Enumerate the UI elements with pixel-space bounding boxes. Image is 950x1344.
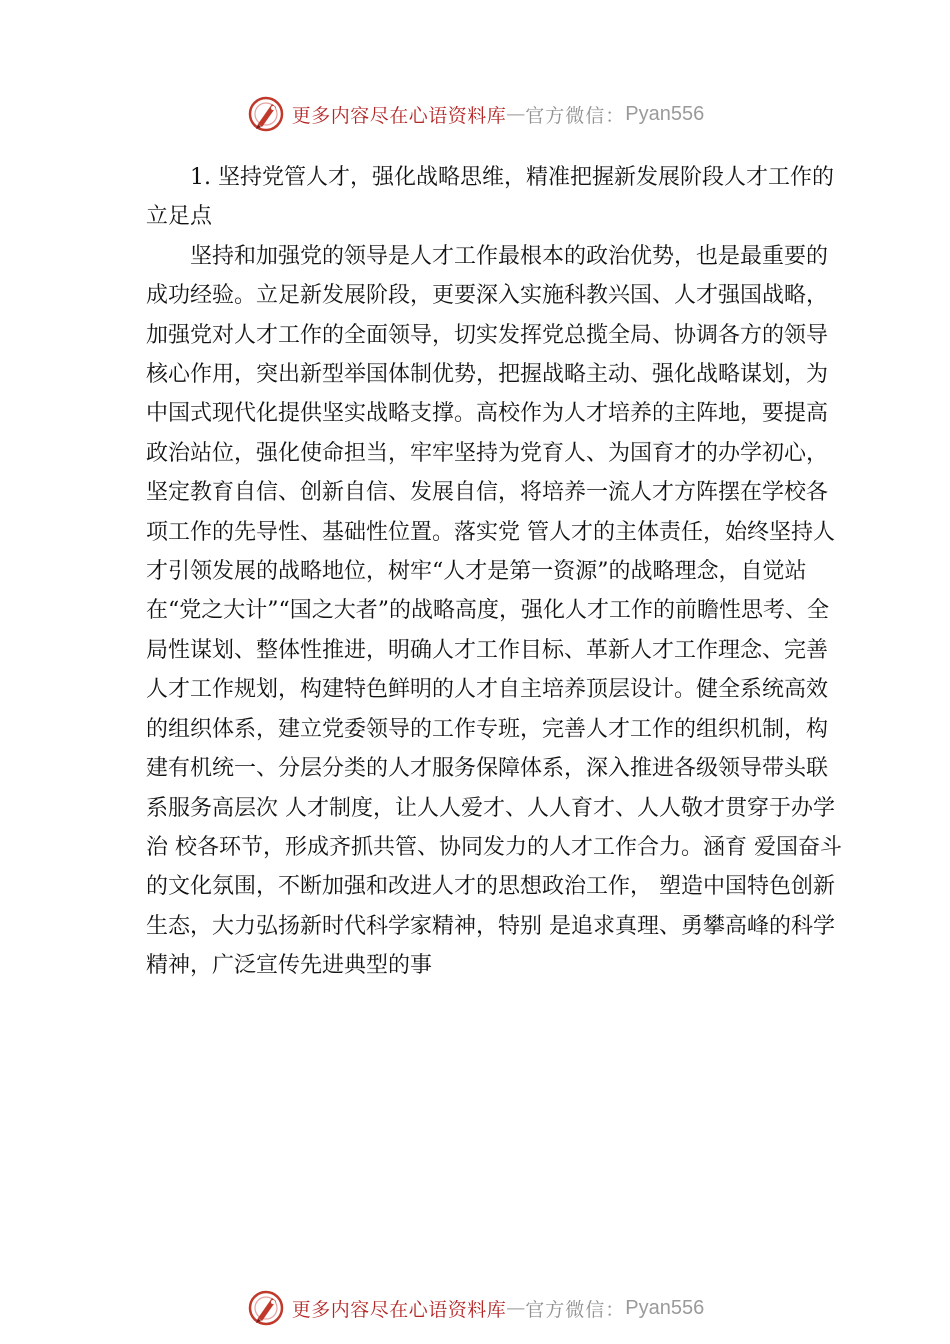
separator-dash: — — [506, 1297, 526, 1319]
header-banner — [0, 94, 950, 134]
document-body — [146, 158, 846, 986]
body-paragraph: 坚持和加强党的领导是人才工作最根本的政治优势，也是最重要的成功经验。立足新发展阶段，更要深入实施科教兴国、人才强国战略，加强党对人才工作的全面领导，切实发挥党总揽全局、协调各方的领导核心作用，突出新型举国体制优势，把握战略主动、强化战略谋划，为中国式现代化提供坚实战略支撑。高校作为人才培养的主阵地，要提高政治站位，强化使命担当，牢牢坚持为党育人、为国育才的办学初心，坚定教育自信、创新自信、发展自信，将培养一流人才方阵摆在学校各项工作的先导性、基础性位置。落实党 管人才的主体责任，始终坚持人才引领发展的战略地位，树牢“人才是第一资源”的战略理念，自觉站在“党之大计”“国之大者”的战略高度，强化人才工作的前瞻性思考、全局性谋划、整体性推进，明确人才工作目标、革新人才工作理念、完善人才工作规划，构建特色鲜明的人才自主培养顶层设计。健全系统高效的组织体系，建立党委领导的工作专班，完善人才工作的组织机制，构建有机统一、分层分类的人才服务保障体系，深入推进各级领导带头联系服务高层次 人才制度，让人人爱才、人人育才、人人敬才贯穿于办学治 校各环节，形成齐抓共管、协同发力的人才工作合力。涵育 爱国奋斗的文化氛围，不断加强和改进人才的思想政治工作， 塑造中国特色创新生态，大力弘扬新时代科学家精神，特别 是追求真理、勇攀高峰的科学精神，广泛宣传先进典型的事 — [146, 243, 842, 979]
pen-nib-logo-icon — [246, 94, 286, 134]
official-wechat-label: 官方微信： — [525, 1298, 626, 1321]
separator-dash: — — [506, 103, 526, 125]
footer-banner — [0, 1288, 950, 1328]
site-name: 更多内容尽在心语资料库 — [291, 104, 507, 127]
wechat-id: Pyan556 — [625, 1296, 705, 1319]
site-name: 更多内容尽在心语资料库 — [291, 1298, 507, 1321]
wechat-id: Pyan556 — [625, 102, 705, 125]
pen-nib-logo-icon — [246, 1288, 286, 1328]
official-wechat-label: 官方微信： — [525, 104, 626, 127]
section-heading: 1. 坚持党管人才，强化战略思维，精准把握新发展阶段人才工作的立足点 — [146, 165, 834, 230]
